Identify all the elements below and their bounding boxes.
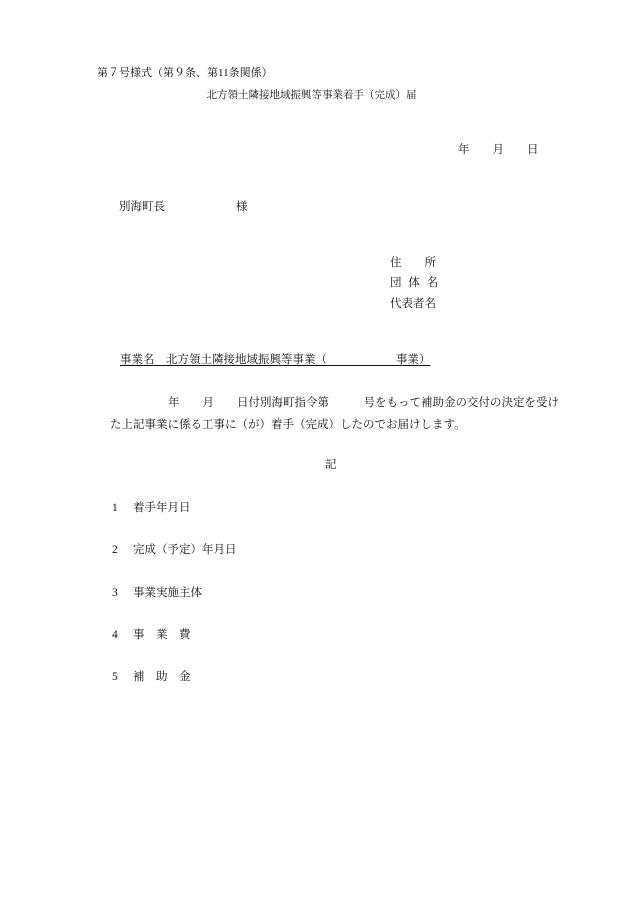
submission-date: 年 月 日 — [458, 144, 539, 156]
addressee-name: 別海町長 — [119, 201, 165, 213]
note-heading: 記 — [325, 459, 337, 471]
addressee-honorific: 様 — [236, 201, 248, 213]
project-name: 事業名 北方領土隣接地域振興等事業（ 事業） — [120, 354, 431, 366]
item-number: 1 — [112, 502, 118, 514]
body-text-line-1: 年 月 日付別海町指令第 号をもって補助金の交付の決定を受け — [168, 397, 559, 409]
item-label-start-date: 着手年月日 — [133, 502, 191, 514]
applicant-address-label: 住 所 — [390, 257, 436, 269]
applicant-representative-label: 代表者名 — [390, 298, 436, 310]
item-label-implementing-entity: 事業実施主体 — [133, 587, 202, 599]
form-title: 北方領土隣接地域振興等事業着手（完成）届 — [206, 90, 417, 101]
applicant-organization-label: 団 体 名 — [390, 277, 439, 289]
item-number: 3 — [112, 587, 118, 599]
item-number: 5 — [112, 671, 118, 683]
item-label-project-cost: 事 業 費 — [133, 629, 191, 641]
form-number: 第７号様式（第９条、第11条関係） — [97, 67, 273, 79]
item-label-subsidy: 補 助 金 — [133, 671, 191, 683]
item-number: 4 — [112, 629, 118, 641]
item-label-completion-date: 完成（予定）年月日 — [133, 544, 237, 556]
body-text-line-2: た上記事業に係る工事に（が）着手（完成）したのでお届けします。 — [110, 419, 466, 431]
item-number: 2 — [112, 544, 118, 556]
